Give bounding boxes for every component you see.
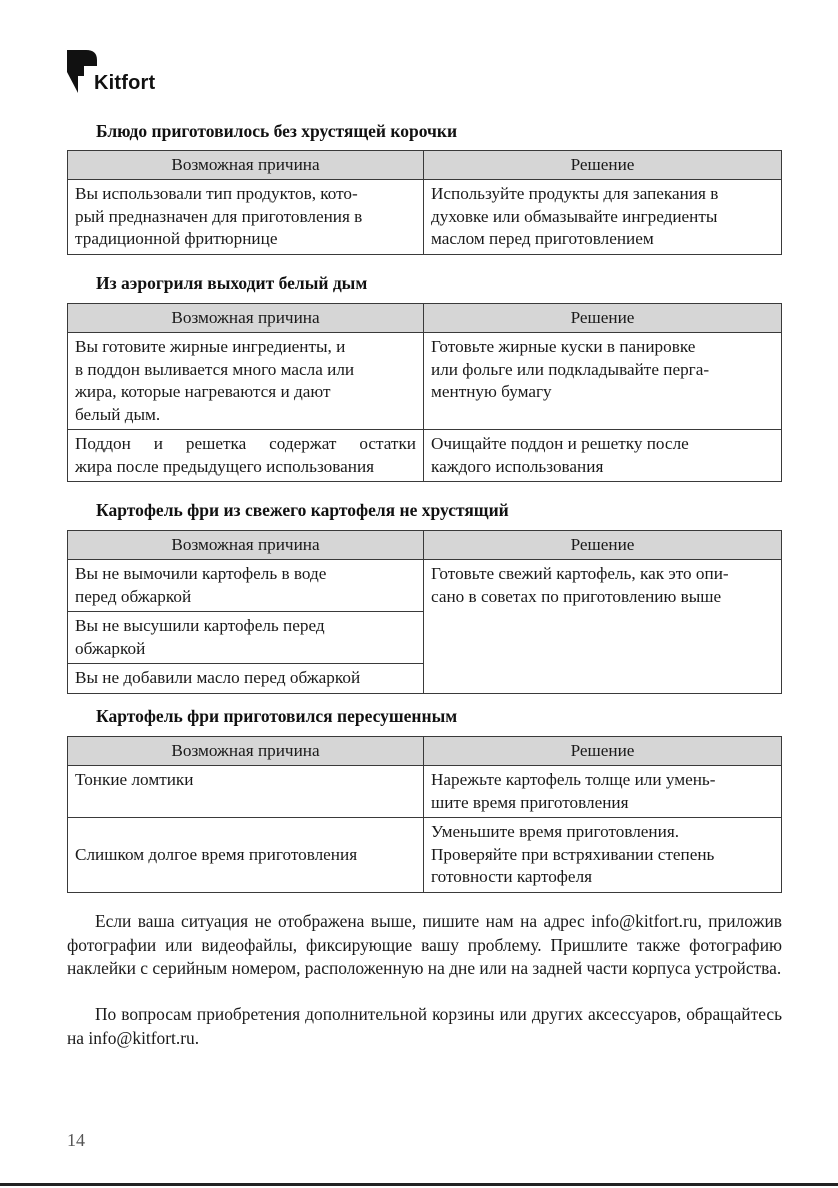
bottom-divider <box>0 1183 838 1186</box>
text-line: Вы использовали тип продуктов, кото- <box>75 184 358 203</box>
text-line: рый предназначен для приготовления в <box>75 206 363 226</box>
text-line: Вы не вымочили картофель в воде <box>75 564 327 583</box>
text-line: перед обжаркой <box>75 586 192 606</box>
table-row <box>68 430 782 482</box>
column-header-solution: Решение <box>424 737 782 766</box>
text-line: Готовьте жирные куски в панировке <box>431 337 696 356</box>
cause-cell <box>68 664 424 694</box>
text-line: Очищайте поддон и решетку после <box>431 434 689 453</box>
table-row <box>68 766 782 818</box>
text-line: ментную бумагу <box>431 382 552 401</box>
text-line: Вы не добавили масло перед обжаркой <box>75 668 361 687</box>
text-line: или фольге или подкладывайте перга- <box>431 359 710 379</box>
text-line: духовке или обмазывайте ингредиенты <box>431 206 718 226</box>
brand-name: Kitfort <box>94 72 156 94</box>
section-title: Картофель фри приготовился пересушенным <box>96 706 458 726</box>
cause-cell <box>68 333 424 430</box>
contact-paragraph: Если ваша ситуация не отображена выше, пишите нам на адрес info@kitfort.ru, приложив фотографии или видеофайлы, фиксирующие вашу проблему. Пришлите также фотографию наклейки с серийным номером, расположенную на дне или на задней части корпуса устройства. <box>67 911 782 978</box>
text-line: каждого использования <box>431 456 604 476</box>
text-line: Нарежьте картофель толще или умень- <box>431 770 716 789</box>
text-line: Готовьте свежий картофель, как это опи- <box>431 564 729 583</box>
column-header-solution: Решение <box>424 531 782 560</box>
text-line: Вы не высушили картофель перед <box>75 616 325 635</box>
column-header-cause: Возможная причина <box>68 151 424 180</box>
text-line: Тонкие ломтики <box>75 770 194 789</box>
troubleshooting-table <box>67 150 782 255</box>
section-title: Картофель фри из свежего картофеля не хрустящий <box>96 500 509 520</box>
text-line: обжаркой <box>75 638 146 658</box>
text-line: жира после предыдущего использования <box>75 456 375 476</box>
text-line: сано в советах по приготовлению выше <box>431 586 722 606</box>
column-header-solution: Решение <box>424 151 782 180</box>
column-header-cause: Возможная причина <box>68 304 424 333</box>
text-line: маслом перед приготовлением <box>431 229 654 248</box>
text-line: жира, которые нагреваются и дают <box>75 382 331 401</box>
cause-cell <box>68 766 424 818</box>
cause-cell <box>68 430 424 482</box>
troubleshooting-table <box>67 736 782 893</box>
solution-cell <box>424 333 782 430</box>
cause-cell <box>68 560 424 612</box>
column-header-cause: Возможная причина <box>68 737 424 766</box>
solution-cell <box>424 180 782 255</box>
troubleshooting-table <box>67 530 782 694</box>
solution-cell <box>424 430 782 482</box>
page-number: 14 <box>67 1130 85 1150</box>
kitfort-logo <box>64 44 174 96</box>
troubleshooting-table <box>67 303 782 482</box>
text-line: белый дым. <box>75 404 161 424</box>
column-header-solution: Решение <box>424 304 782 333</box>
text-line: в поддон выливается много масла или <box>75 359 355 379</box>
text-line: традиционной фритюрнице <box>75 229 278 248</box>
text-line: Проверяйте при встряхивании степень <box>431 844 715 864</box>
cause-cell <box>68 612 424 664</box>
section-title: Из аэрогриля выходит белый дым <box>96 273 368 293</box>
accessories-paragraph: По вопросам приобретения дополнительной корзины или других аксессуаров, обращайтесь на info@kitfort.ru. <box>67 1004 782 1048</box>
table-row <box>68 333 782 430</box>
text-line: Вы готовите жирные ингредиенты, и <box>75 337 346 356</box>
solution-cell <box>424 818 782 893</box>
table-row <box>68 818 782 893</box>
table-row <box>68 560 782 612</box>
section-title: Блюдо приготовилось без хрустящей корочки <box>96 121 458 141</box>
cause-cell <box>68 818 424 893</box>
text-line: Слишком долгое время приготовления <box>75 844 358 864</box>
cause-cell <box>68 180 424 255</box>
text-line: Уменьшите время приготовления. <box>431 822 680 841</box>
text-line: готовности картофеля <box>431 867 593 886</box>
solution-cell <box>424 766 782 818</box>
text-line: Используйте продукты для запекания в <box>431 184 719 203</box>
text-line: шите время приготовления <box>431 792 629 812</box>
text-line: Поддон и решетка содержат остатки <box>75 434 416 453</box>
column-header-cause: Возможная причина <box>68 531 424 560</box>
solution-cell <box>424 560 782 694</box>
table-row <box>68 180 782 255</box>
